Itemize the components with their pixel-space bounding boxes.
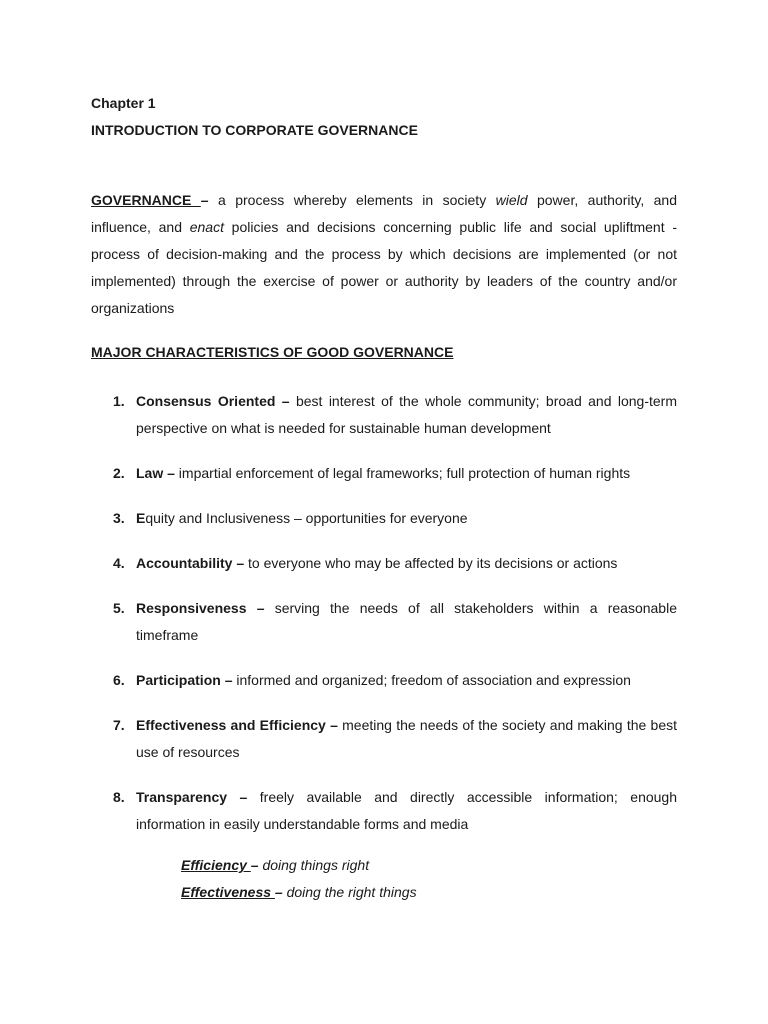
governance-definition (91, 187, 677, 322)
item-label: Responsiveness (136, 600, 257, 616)
item-label: Consensus Oriented (136, 393, 282, 409)
effectiveness-dash: – (274, 884, 283, 900)
list-item (91, 505, 677, 532)
item-number: 6. (113, 672, 125, 688)
item-text: serving the needs of all stakeholders within a reasonable timeframe (136, 600, 677, 643)
efficiency-text: doing things right (258, 857, 370, 873)
list-item (91, 388, 677, 442)
characteristics-list (91, 388, 677, 856)
item-label: E (136, 510, 146, 526)
definition-text-2: power, authority, and influence, and (91, 192, 678, 235)
item-number: 1. (113, 393, 125, 409)
item-number: 8. (113, 789, 125, 805)
item-separator: – (281, 393, 290, 409)
list-item (91, 712, 677, 766)
item-separator: – (256, 600, 265, 616)
definition-dash: – (200, 192, 219, 208)
efficiency-definition (181, 852, 417, 879)
chapter-title: INTRODUCTION TO CORPORATE GOVERNANCE (91, 122, 418, 138)
efficiency-effectiveness-definitions (181, 852, 417, 906)
item-label: Transparency (136, 789, 240, 805)
chapter-label: Chapter 1 (91, 95, 156, 111)
definition-italic-wield: wield (495, 192, 528, 208)
item-number: 4. (113, 555, 125, 571)
list-item (91, 784, 677, 838)
list-item (91, 667, 677, 694)
item-label: Law (136, 465, 168, 481)
definition-italic-enact: enact (189, 219, 224, 235)
section-heading: MAJOR CHARACTERISTICS OF GOOD GOVERNANCE (91, 344, 454, 360)
item-text: impartial enforcement of legal frameworks; full protection of human rights (174, 465, 631, 481)
item-label: Accountability (136, 555, 237, 571)
efficiency-dash: – (250, 857, 259, 873)
item-label: Participation (136, 672, 225, 688)
list-item (91, 550, 677, 577)
item-text: meeting the needs of the society and making the best use of resources (136, 717, 677, 760)
definition-term: GOVERNANCE (91, 192, 201, 208)
item-label: Effectiveness and Efficiency (136, 717, 331, 733)
item-number: 5. (113, 600, 125, 616)
item-separator: – (330, 717, 338, 733)
item-text: informed and organized; freedom of association and expression (232, 672, 631, 688)
list-item (91, 460, 677, 487)
item-text: best interest of the whole community; broad and long-term perspective on what is needed for sustainable human development (136, 393, 677, 436)
effectiveness-text: doing the right things (282, 884, 417, 900)
item-number: 7. (113, 717, 125, 733)
item-separator: – (236, 555, 245, 571)
item-separator: – (239, 789, 248, 805)
list-item (91, 595, 677, 649)
definition-text-3: policies and decisions concerning public life and social upliftment - process of decision-making and the process by which decisions are implemented (or not implemented) through the exercise of power or authority by leaders of the country and/or organizations (91, 219, 677, 316)
item-separator: – (167, 465, 175, 481)
definition-text-1: a process whereby elements in society (218, 192, 496, 208)
item-number: 3. (113, 510, 125, 526)
effectiveness-term: Effectiveness (181, 884, 275, 900)
effectiveness-definition (181, 879, 417, 906)
efficiency-term: Efficiency (181, 857, 251, 873)
item-separator: – (224, 672, 233, 688)
item-text: to everyone who may be affected by its decisions or actions (244, 555, 618, 571)
item-text: quity and Inclusiveness – opportunities for everyone (145, 510, 468, 526)
item-number: 2. (113, 465, 125, 481)
item-text: freely available and directly accessible information; enough information in easily understandable forms and media (136, 789, 677, 832)
